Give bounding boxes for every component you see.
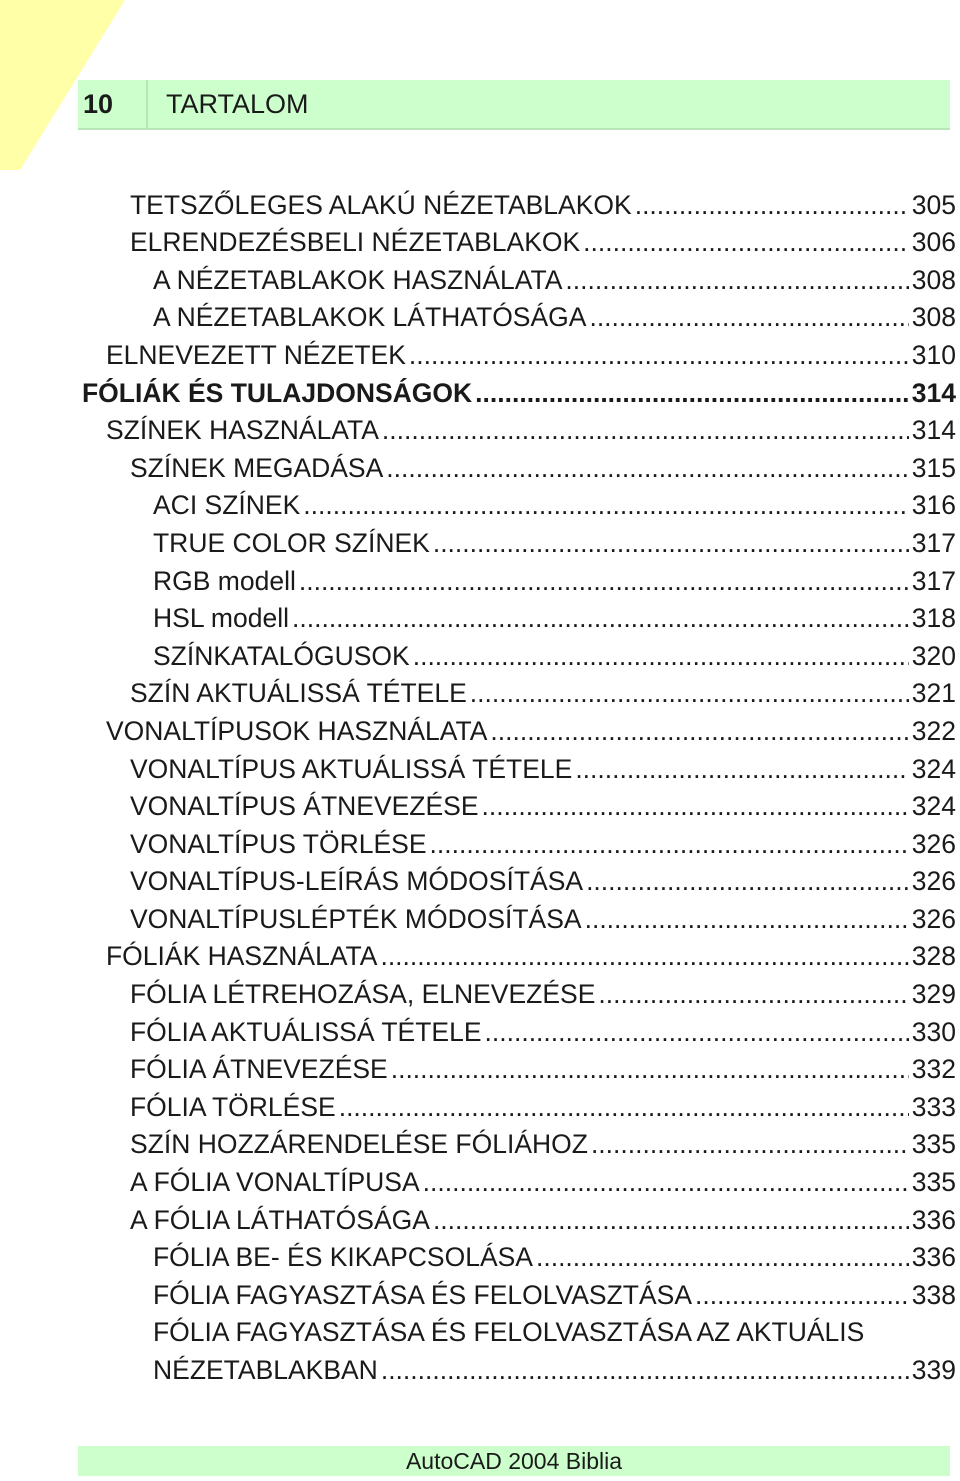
toc-entry-page: 324 <box>911 753 956 784</box>
toc-entry-page: 320 <box>911 640 956 671</box>
toc-entry-page: 329 <box>911 979 956 1010</box>
toc-entry-title: FÓLIA FAGYASZTÁSA ÉS FELOLVASZTÁSA AZ AKTUÁLIS <box>153 1317 865 1348</box>
toc-entry-title: HSL modell <box>153 603 289 634</box>
toc-entry[interactable] <box>0 637 960 675</box>
toc-entry-page: 336 <box>911 1204 956 1235</box>
toc-entry-title: SZÍN AKTUÁLISSÁ TÉTELE <box>130 678 467 709</box>
toc-entry[interactable] <box>0 374 960 412</box>
toc-leader-dots <box>482 788 909 825</box>
toc-entry[interactable] <box>0 788 960 826</box>
toc-entry[interactable] <box>0 600 960 638</box>
toc-entry-title: SZÍN HOZZÁRENDELÉSE FÓLIÁHOZ <box>130 1129 588 1160</box>
toc-entry[interactable] <box>0 412 960 450</box>
toc-entry-title: VONALTÍPUSLÉPTÉK MÓDOSÍTÁSA <box>130 903 582 934</box>
toc-leader-dots <box>635 187 909 224</box>
toc-entry-title: FÓLIA ÁTNEVEZÉSE <box>130 1054 388 1085</box>
toc-entry-title: FÓLIA TÖRLÉSE <box>130 1091 336 1122</box>
toc-entry-title: TETSZŐLEGES ALAKÚ NÉZETABLAKOK <box>130 189 632 220</box>
toc-leader-dots <box>303 487 909 524</box>
toc-leader-dots <box>409 337 909 374</box>
toc-entry[interactable] <box>0 938 960 976</box>
toc-entry[interactable] <box>0 186 960 224</box>
page-number: 10 <box>78 80 148 128</box>
toc-entry[interactable] <box>0 336 960 374</box>
toc-entry-page: 314 <box>911 415 956 446</box>
toc-entry-page: 308 <box>911 264 956 295</box>
toc-leader-dots <box>430 826 909 863</box>
toc-entry-title: VONALTÍPUS ÁTNEVEZÉSE <box>130 791 479 822</box>
toc-leader-dots <box>391 1051 909 1088</box>
toc-entry-page: 324 <box>911 791 956 822</box>
toc-entry-title: ACI SZÍNEK <box>153 490 301 521</box>
toc-leader-dots <box>589 299 908 336</box>
toc-entry-title: A NÉZETABLAKOK LÁTHATÓSÁGA <box>153 302 587 333</box>
toc-entry-page: 315 <box>911 452 956 483</box>
toc-entry-title: FÓLIÁK ÉS TULAJDONSÁGOK <box>82 377 473 408</box>
toc-leader-dots <box>381 1352 909 1389</box>
toc-entry[interactable] <box>0 261 960 299</box>
toc-leader-dots <box>485 1014 909 1051</box>
toc-entry-page: 322 <box>911 715 956 746</box>
toc-entry-title: A NÉZETABLAKOK HASZNÁLATA <box>153 264 563 295</box>
toc-entry-title: FÓLIA BE- ÉS KIKAPCSOLÁSA <box>153 1242 533 1273</box>
toc-entry-title: VONALTÍPUSOK HASZNÁLATA <box>106 715 488 746</box>
toc-entry[interactable] <box>0 224 960 262</box>
toc-entry-page: 314 <box>911 377 956 408</box>
toc-entry-title: SZÍNEK MEGADÁSA <box>130 452 384 483</box>
toc-entry-title: ELNEVEZETT NÉZETEK <box>106 339 406 370</box>
toc-entry-title: RGB modell <box>153 565 296 596</box>
toc-entry-page: 310 <box>911 339 956 370</box>
toc-leader-dots <box>433 525 909 562</box>
toc-entry-page: 316 <box>911 490 956 521</box>
toc-entry-page: 317 <box>911 565 956 596</box>
toc-entry-page: 330 <box>911 1016 956 1047</box>
toc-entry[interactable] <box>0 675 960 713</box>
toc-leader-dots <box>598 976 908 1013</box>
toc-leader-dots <box>382 412 909 449</box>
page-title: TARTALOM <box>166 88 309 119</box>
toc-entry-title: VONALTÍPUS AKTUÁLISSÁ TÉTELE <box>130 753 573 784</box>
toc-leader-dots <box>575 751 908 788</box>
toc-entry-title: ELRENDEZÉSBELI NÉZETABLAKOK <box>130 227 581 258</box>
toc-entry-page: 335 <box>911 1167 956 1198</box>
toc-entry-page: 328 <box>911 941 956 972</box>
toc-leader-dots <box>423 1164 909 1201</box>
toc-entry-multiline-first[interactable] <box>0 1314 960 1352</box>
toc-entry-page: 332 <box>911 1054 956 1085</box>
toc-entry-title: VONALTÍPUS-LEÍRÁS MÓDOSÍTÁSA <box>130 866 584 897</box>
toc-entry-title: FÓLIA LÉTREHOZÁSA, ELNEVEZÉSE <box>130 979 596 1010</box>
toc-entry-title: A FÓLIA LÁTHATÓSÁGA <box>130 1204 430 1235</box>
toc-entry-page: 321 <box>911 678 956 709</box>
toc-entry-title: A FÓLIA VONALTÍPUSA <box>130 1167 420 1198</box>
toc-leader-dots <box>380 938 908 975</box>
toc-entry[interactable] <box>0 1126 960 1164</box>
toc-entry-page: 326 <box>911 828 956 859</box>
toc-leader-dots <box>591 1126 909 1163</box>
page-header <box>78 80 950 130</box>
toc-leader-dots <box>490 713 908 750</box>
toc-leader-dots <box>299 563 909 600</box>
toc-leader-dots <box>475 375 909 412</box>
toc-leader-dots <box>585 901 909 938</box>
toc-entry-title: TRUE COLOR SZÍNEK <box>153 527 430 558</box>
toc-leader-dots <box>386 450 909 487</box>
toc-entry-title: SZÍNEK HASZNÁLATA <box>106 415 379 446</box>
toc-entry-title: FÓLIA FAGYASZTÁSA ÉS FELOLVASZTÁSA <box>153 1279 693 1310</box>
toc-entry-title-continued: NÉZETABLAKBAN <box>153 1355 378 1385</box>
toc-entry-page: 317 <box>911 527 956 558</box>
toc-entry-title: SZÍNKATALÓGUSOK <box>153 640 410 671</box>
toc-leader-dots <box>433 1202 909 1239</box>
toc-entry-page: 308 <box>911 302 956 333</box>
toc-leader-dots <box>292 600 909 637</box>
toc-entry[interactable] <box>0 562 960 600</box>
toc-entry[interactable] <box>0 1276 960 1314</box>
toc-entry-page: 339 <box>911 1355 956 1385</box>
page-footer <box>78 1446 950 1476</box>
toc-entry[interactable] <box>0 1013 960 1051</box>
toc-entry[interactable] <box>0 1051 960 1089</box>
footer-book-title: AutoCAD 2004 Biblia <box>405 1447 623 1474</box>
toc-leader-dots <box>470 675 909 712</box>
toc-entry[interactable] <box>0 712 960 750</box>
toc-leader-dots <box>695 1277 909 1314</box>
toc-entry-page: 305 <box>911 189 956 220</box>
toc-leader-dots <box>413 638 909 675</box>
toc-entry-page: 306 <box>911 227 956 258</box>
toc-entry[interactable] <box>0 449 960 487</box>
toc-entry-page: 338 <box>911 1279 956 1310</box>
toc-entry[interactable] <box>0 975 960 1013</box>
toc-entry-title: VONALTÍPUS TÖRLÉSE <box>130 828 427 859</box>
toc-entry[interactable] <box>0 1239 960 1277</box>
toc-entry-page: 336 <box>911 1242 956 1273</box>
toc-entry[interactable] <box>0 825 960 863</box>
toc-entry[interactable] <box>0 1088 960 1126</box>
toc-entry-page: 333 <box>911 1091 956 1122</box>
toc-entry-page: 335 <box>911 1129 956 1160</box>
toc-leader-dots <box>339 1089 909 1126</box>
toc-entry[interactable] <box>0 299 960 337</box>
toc-entry[interactable] <box>0 750 960 788</box>
toc-leader-dots <box>583 224 909 261</box>
toc-entry[interactable] <box>0 1163 960 1201</box>
toc-entry-page: 326 <box>911 866 956 897</box>
toc-entry[interactable] <box>0 524 960 562</box>
toc-entry[interactable] <box>0 1201 960 1239</box>
toc-entry-title: FÓLIA AKTUÁLISSÁ TÉTELE <box>130 1016 482 1047</box>
toc-leader-dots <box>565 262 908 299</box>
toc-entry[interactable] <box>0 863 960 901</box>
toc-entry-page: 326 <box>911 903 956 934</box>
toc-entry-page: 318 <box>911 603 956 634</box>
toc-entry[interactable] <box>0 487 960 525</box>
toc-entry-title: FÓLIÁK HASZNÁLATA <box>106 941 378 972</box>
toc-entry-multiline-second[interactable] <box>0 1351 960 1389</box>
toc-leader-dots <box>586 863 909 900</box>
toc-entry[interactable] <box>0 900 960 938</box>
table-of-contents <box>0 186 960 1389</box>
toc-leader-dots <box>536 1239 909 1276</box>
